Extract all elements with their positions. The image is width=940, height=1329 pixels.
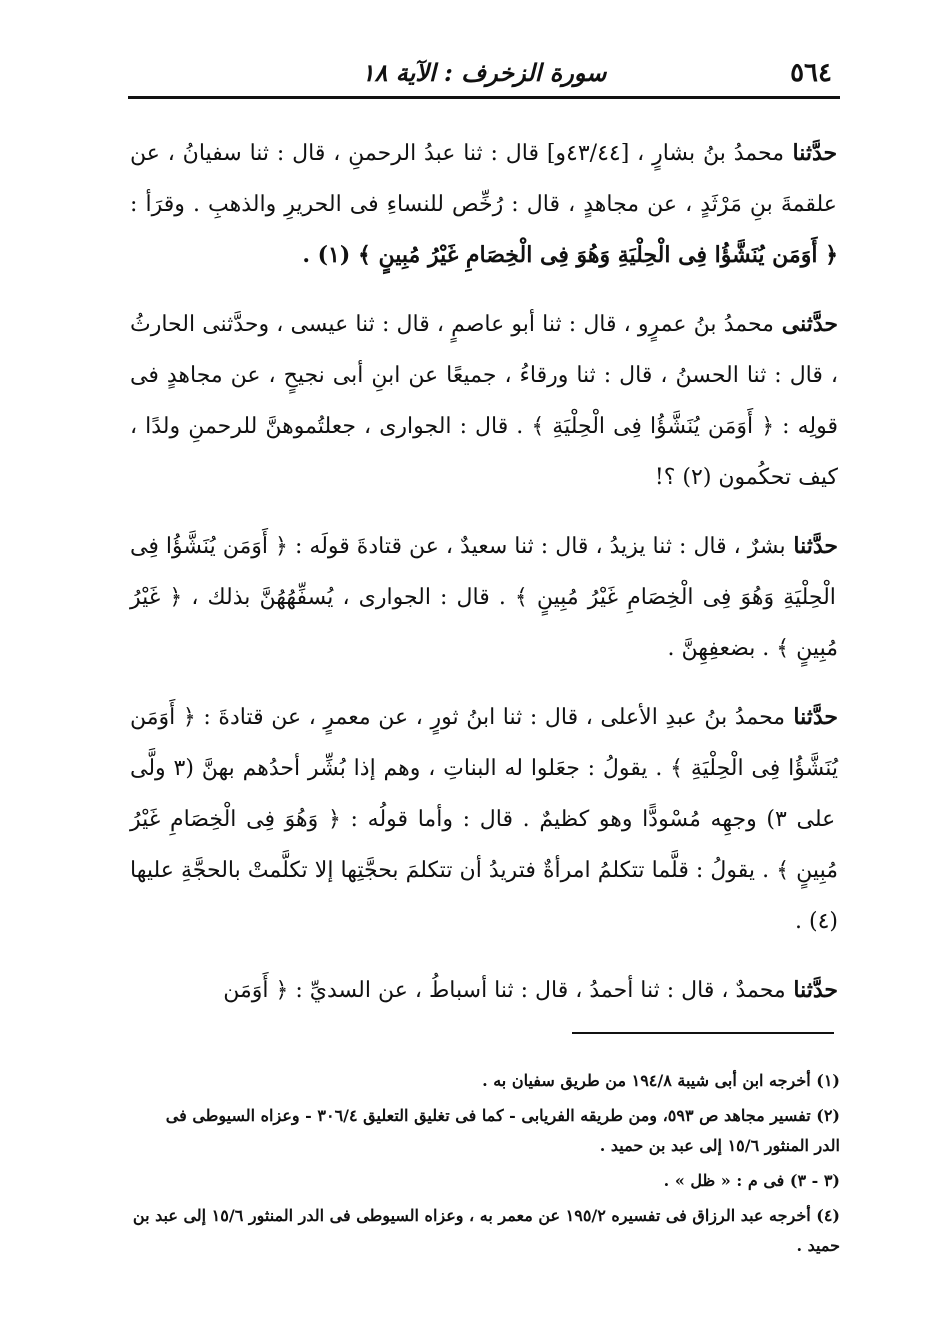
text-line: ﴿ أَوَمَن يُنَشَّؤُا فِى الْحِلْيَةِ وَهُوَ فِى الْخِصَامِ غَيْرُ مُبِينٍ ﴾ (١) . xyxy=(302,242,838,268)
text-line: مُبِينٍ ﴾ . يقولُ : قلَّما تتكلمُ امرأةٌ فتريدُ أن تتكلمَ بحجَّتِها إلا تكلَّمتْ بالحجَّةِ xyxy=(173,858,838,883)
text-line: بشرٌ ، قال : ثنا يزيدُ ، قال : ثنا سعيدٌ ، عن قتادةَ قولَه : ﴿ أَوَمَن يُنَشَّؤُا xyxy=(158,534,786,559)
page-header xyxy=(128,52,840,92)
footnotes xyxy=(128,1066,840,1261)
text-line: ﴿ أَوَمَن يُنَشَّؤُا فِى الْحِلْيَةِ ﴾ . يقولُ : جعَلوا له البناتِ ، وهم إذا بُشِّر أحدُهم xyxy=(130,705,838,781)
text-line: علقمةَ بنِ مَرْثَدٍ ، عن مجاهدٍ ، قال : رُخِّص للنساءِ فى الحريرِ والذهبِ . وقرَأ : xyxy=(130,192,837,217)
text-line: ولدًا ، كيف تحكُمون (٢) ؟! xyxy=(130,414,838,490)
footnote: (٢) تفسير مجاهد ص ٥٩٣، ومن طريقه الفريابى - كما فى تغليق التعليق ٣٠٦/٤ - وعزاه السيوطى فى xyxy=(165,1106,840,1125)
footnote: (١) أخرجه ابن أبى شيبة ١٩٤/٨ من طريق سفيان به . xyxy=(482,1071,840,1090)
paragraph-lead: حدَّثنا xyxy=(785,977,838,1003)
paragraph xyxy=(130,692,838,947)
footnote-divider xyxy=(572,1032,834,1034)
paragraph xyxy=(130,521,838,674)
text-line: فِى الْحِلْيَةِ وَهُوَ فِى الْخِصَامِ غَيْرُ مُبِينٍ ﴾ . قال : الجوارى ، يُسفِّهُهُنَّ بذلك ، ﴿ غَيْرُ xyxy=(130,534,836,610)
text-line: محمدُ بنُ عبدِ الأعلى ، قال : ثنا ابنُ ثورٍ ، عن معمرٍ ، عن قتادةَ : xyxy=(195,705,786,730)
paragraph xyxy=(130,299,838,503)
text-line: بهنَّ (٣ ولَّى على ٣) وجهِه مُسْودًّا وهو كظيمٌ . قال : وأما قولُه : ﴿ وَهُوَ فِى الْخِصَامِ غَيْرُ xyxy=(130,756,836,832)
footnote: (٣ - ٣) فى م : « ظل » . xyxy=(663,1171,840,1190)
header-divider xyxy=(128,96,840,99)
paragraph xyxy=(130,128,838,281)
text-line: محمدٌ ، قال : ثنا أحمدُ ، قال : ثنا أسباطُ ، عن السديِّ : ﴿ أَوَمَن xyxy=(223,978,786,1003)
paragraph-lead: حدَّثنا xyxy=(785,704,838,730)
text-line: عليها (٤) . xyxy=(130,858,838,934)
paragraph xyxy=(130,965,838,1016)
text-line: محمدُ بنُ عمرٍو ، قال : ثنا أبو عاصمٍ ، قال : ثنا عيسى ، وحدَّثنى xyxy=(195,312,774,337)
main-text xyxy=(130,128,838,1034)
text-line: مُبِينٍ ﴾ . بضعفِهِنَّ . xyxy=(667,636,838,661)
footnote: (٤) أخرجه عبد الرزاق فى تفسيره ١٩٥/٢ عن معمر به ، وعزاه السيوطى فى الدر المنثور ١٥/٦ إلى عبد بن xyxy=(132,1206,840,1225)
footnote-continuation: حميد . xyxy=(796,1236,840,1255)
footnote-continuation: الدر المنثور ١٥/٦ إلى عبد بن حميد . xyxy=(599,1136,840,1155)
text-line: فى قولِه : ﴿ أَوَمَن يُنَشَّؤُا فِى الْحِلْيَةِ ﴾ . قال : الجوارى ، جعلتُموهنَّ للرحمنِ xyxy=(130,363,838,439)
text-line: محمدُ بنُ بشارٍ ، [٤٣/٤٤و] قال : ثنا عبدُ الرحمنِ ، قال : ثنا سفيانُ ، عن xyxy=(130,141,784,166)
running-title: سورة الزخرف : الآية ١٨ xyxy=(361,58,607,87)
paragraph-lead: حدَّثنا xyxy=(784,140,838,166)
paragraph-lead: حدَّثنا xyxy=(785,533,838,559)
text-line: الحارثُ ، قال : ثنا الحسنُ ، قال : ثنا ورقاءُ ، جميعًا عن ابنِ أبى نجيحٍ ، عن مجاهدٍ xyxy=(130,312,838,388)
paragraph-lead: حدَّثنى xyxy=(773,311,839,337)
page-number: ٥٦٤ xyxy=(790,58,832,88)
